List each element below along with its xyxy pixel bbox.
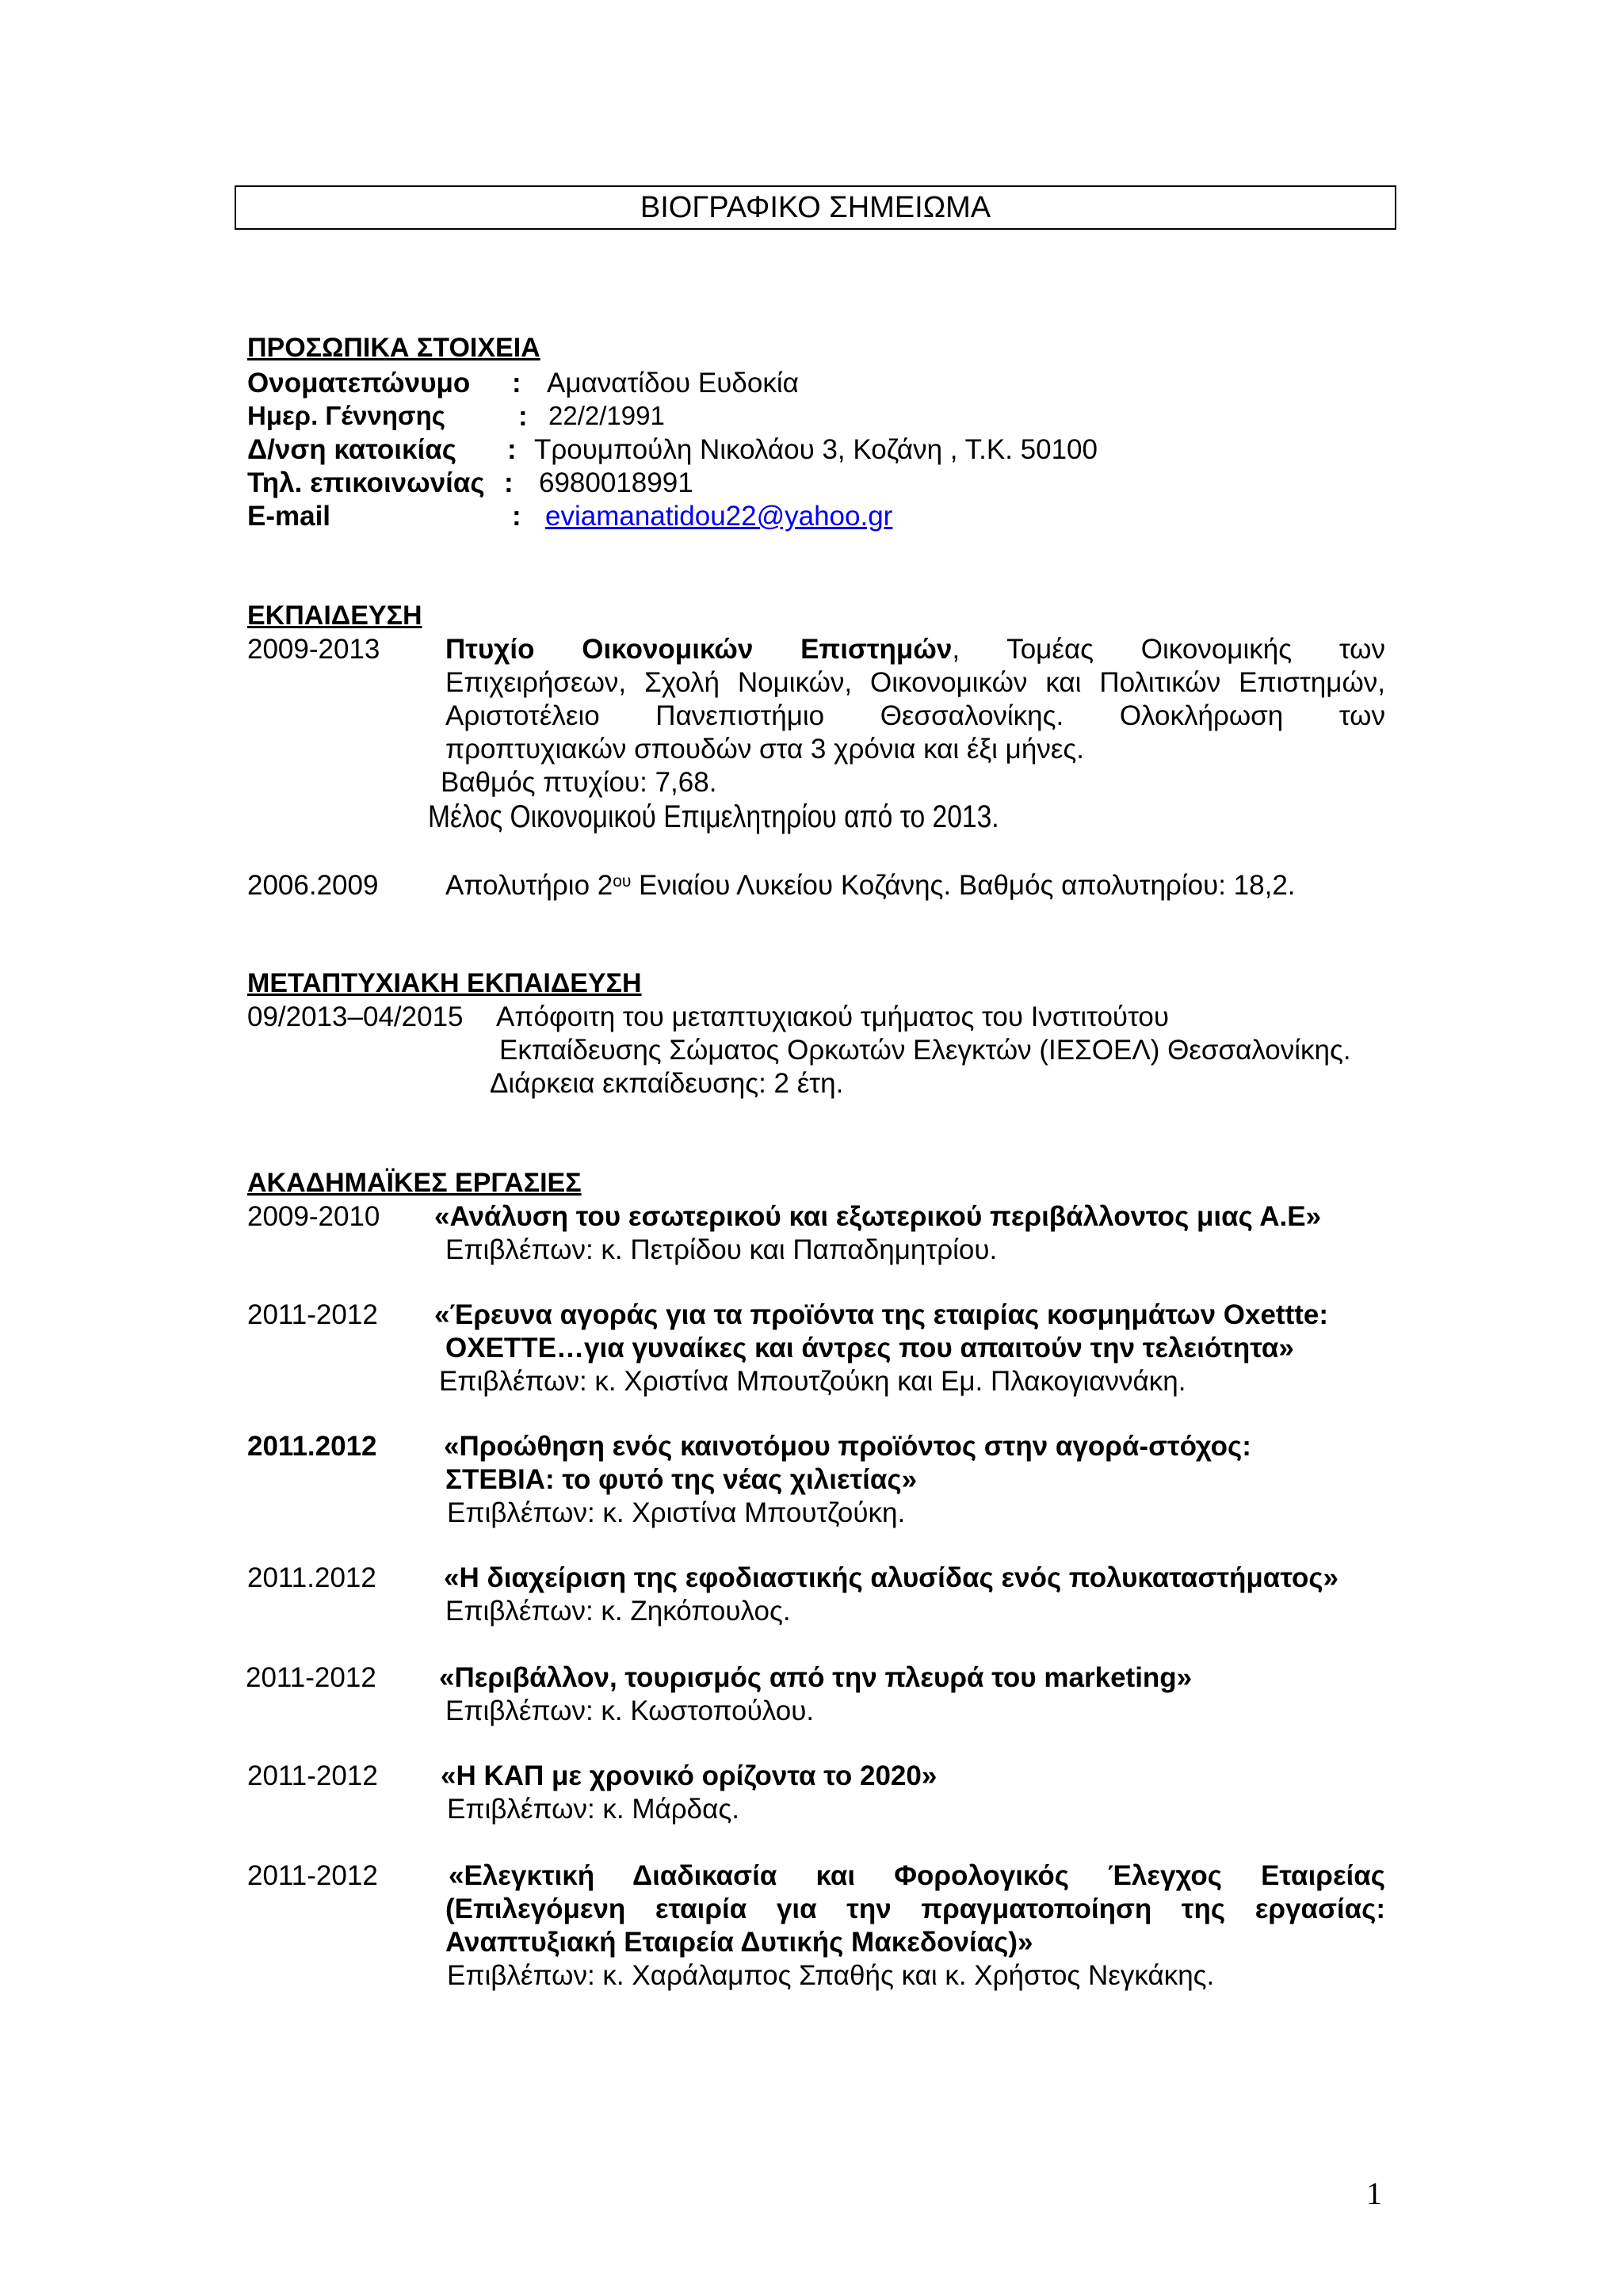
- education-1-line1: [445, 634, 1385, 666]
- work-5-years: 2011-2012: [246, 1662, 376, 1693]
- phone-value: 6980018991: [539, 467, 693, 498]
- education-1-line4: προπτυχιακών σπουδών στα 3 χρόνια και έξι μήνες.: [445, 734, 1085, 765]
- work-1-title: «Ανάλυση του εσωτερικού και εξωτερικού περιβάλλοντος μιας Α.Ε»: [434, 1201, 1322, 1232]
- birth-colon: :: [518, 401, 528, 432]
- education-1-member: Μέλος Οικονομικού Επιμελητηρίου από το 2013.: [428, 799, 999, 834]
- work-3-supervisor: Επιβλέπων: κ. Χριστίνα Μπουτζούκη.: [447, 1497, 906, 1528]
- work-2-title-line2: OXETTE…για γυναίκες και άντρες που απαιτούν την τελειότητα»: [445, 1333, 1294, 1363]
- education-2-text-b: Ενιαίου Λυκείου Κοζάνης. Βαθμός απολυτηρίου: 18,2.: [631, 870, 1296, 901]
- work-5-supervisor: Επιβλέπων: κ. Κωστοπούλου.: [445, 1695, 815, 1726]
- personal-heading: ΠΡΟΣΩΠΙΚΑ ΣΤΟΙΧΕΙΑ: [247, 333, 540, 363]
- email-label: E-mail: [247, 501, 331, 532]
- work-5-title: «Περιβάλλον, τουρισμός από την πλευρά του marketing»: [439, 1662, 1193, 1693]
- work-7-title-line1: «Ελεγκτική Διαδικασία και Φορολογικός Έλεγχος Εταιρείας: [449, 1860, 1385, 1891]
- birth-label: Ημερ. Γέννησης: [247, 401, 445, 430]
- education-heading: ΕΚΠΑΙΔΕΥΣΗ: [247, 601, 422, 631]
- work-2-years: 2011-2012: [247, 1299, 378, 1330]
- document-title-text: ΒΙΟΓΡΑΦΙΚΟ ΣΗΜΕΙΩΜΑ: [640, 190, 991, 224]
- work-7-years: 2011-2012: [247, 1860, 378, 1891]
- work-6-supervisor: Επιβλέπων: κ. Μάρδας.: [447, 1794, 739, 1825]
- education-2-years: 2006.2009: [247, 870, 379, 901]
- work-3-title-line1: «Προώθηση ενός καινοτόμου προϊόντος στην αγορά-στόχος:: [444, 1431, 1251, 1462]
- phone-label: Τηλ. επικοινωνίας: [247, 467, 485, 498]
- email-colon: :: [512, 501, 521, 532]
- name-label: Ονοματεπώνυμο: [247, 368, 471, 399]
- address-colon: :: [507, 434, 517, 465]
- work-3-title-line2: ΣΤΕΒΙΑ: το φυτό της νέας χιλιετίας»: [445, 1464, 918, 1495]
- work-7-supervisor: Επιβλέπων: κ. Χαράλαμπος Σπαθής και κ. Χρήστος Νεγκάκης.: [447, 1960, 1215, 1991]
- birth-value: 22/2/1991: [548, 401, 665, 430]
- work-2-supervisor: Επιβλέπων: κ. Χριστίνα Μπουτζούκη και Εμ. Πλακογιαννάκη.: [439, 1366, 1186, 1397]
- education-2-text-a: Απολυτήριο 2: [445, 870, 613, 901]
- name-colon: :: [512, 368, 521, 399]
- work-6-years: 2011-2012: [247, 1760, 378, 1791]
- email-link[interactable]: eviamanatidou22@yahoo.gr: [545, 501, 893, 532]
- phone-colon: :: [504, 467, 514, 498]
- postgrad-years: 09/2013–04/2015: [247, 1001, 464, 1032]
- name-value: Αμανατίδου Ευδοκία: [547, 368, 799, 399]
- education-1-line3: Αριστοτέλειο Πανεπιστήμιο Θεσσαλονίκης. Ολοκλήρωση των: [445, 700, 1385, 731]
- postgrad-heading: ΜΕΤΑΠΤΥΧΙΑΚΗ ΕΚΠΑΙΔΕΥΣΗ: [247, 968, 642, 998]
- work-3-years: 2011.2012: [247, 1431, 377, 1462]
- academic-heading: ΑΚΑΔΗΜΑΪΚΕΣ ΕΡΓΑΣΙΕΣ: [247, 1168, 582, 1198]
- postgrad-line3: Διάρκεια εκπαίδευσης: 2 έτη.: [490, 1068, 844, 1099]
- address-value: Τρουμπούλη Νικολάου 3, Κοζάνη , Τ.Κ. 50100: [534, 434, 1098, 465]
- education-2-sup: ου: [613, 871, 632, 891]
- education-1-line2: Επιχειρήσεων, Σχολή Νομικών, Οικονομικών και Πολιτικών Επιστημών,: [445, 667, 1385, 698]
- work-7-title-line2: (Επιλεγόμενη εταιρία για την πραγματοποίηση της εργασίας:: [445, 1894, 1385, 1924]
- work-4-title: «Η διαχείριση της εφοδιαστικής αλυσίδας ενός πολυκαταστήματος»: [444, 1562, 1339, 1593]
- work-1-years: 2009-2010: [247, 1201, 380, 1232]
- postgrad-line2: Εκπαίδευσης Σώματος Ορκωτών Ελεγκτών (ΙΕΣΟΕΛ) Θεσσαλονίκης.: [499, 1035, 1351, 1066]
- work-2-title-line1: «Έρευνα αγοράς για τα προϊόντα της εταιρίας κοσμημάτων Oxettte:: [434, 1299, 1328, 1330]
- work-4-years: 2011.2012: [247, 1562, 376, 1593]
- postgrad-line1: Απόφοιτη του μεταπτυχιακού τμήματος του Ινστιτούτου: [496, 1001, 1170, 1032]
- address-label: Δ/νση κατοικίας: [247, 434, 456, 465]
- education-1-years: 2009-2013: [247, 634, 380, 665]
- page-number: 1: [1366, 2176, 1382, 2211]
- work-1-supervisor: Επιβλέπων: κ. Πετρίδου και Παπαδημητρίου.: [445, 1234, 998, 1265]
- document-title: [235, 185, 1396, 230]
- work-7-title-line3: Αναπτυξιακή Εταιρεία Δυτικής Μακεδονίας)»: [445, 1927, 1033, 1958]
- work-4-supervisor: Επιβλέπων: κ. Ζηκόπουλος.: [445, 1596, 791, 1627]
- education-1-line1-rest: , Τομέας Οικονομικής των: [952, 634, 1385, 665]
- work-6-title: «Η ΚΑΠ με χρονικό ορίζοντα το 2020»: [441, 1760, 938, 1791]
- education-1-grade: Βαθμός πτυχίου: 7,68.: [441, 767, 717, 798]
- education-2-text: [445, 870, 1296, 902]
- education-1-degree: Πτυχίο Οικονομικών Επιστημών: [445, 634, 953, 665]
